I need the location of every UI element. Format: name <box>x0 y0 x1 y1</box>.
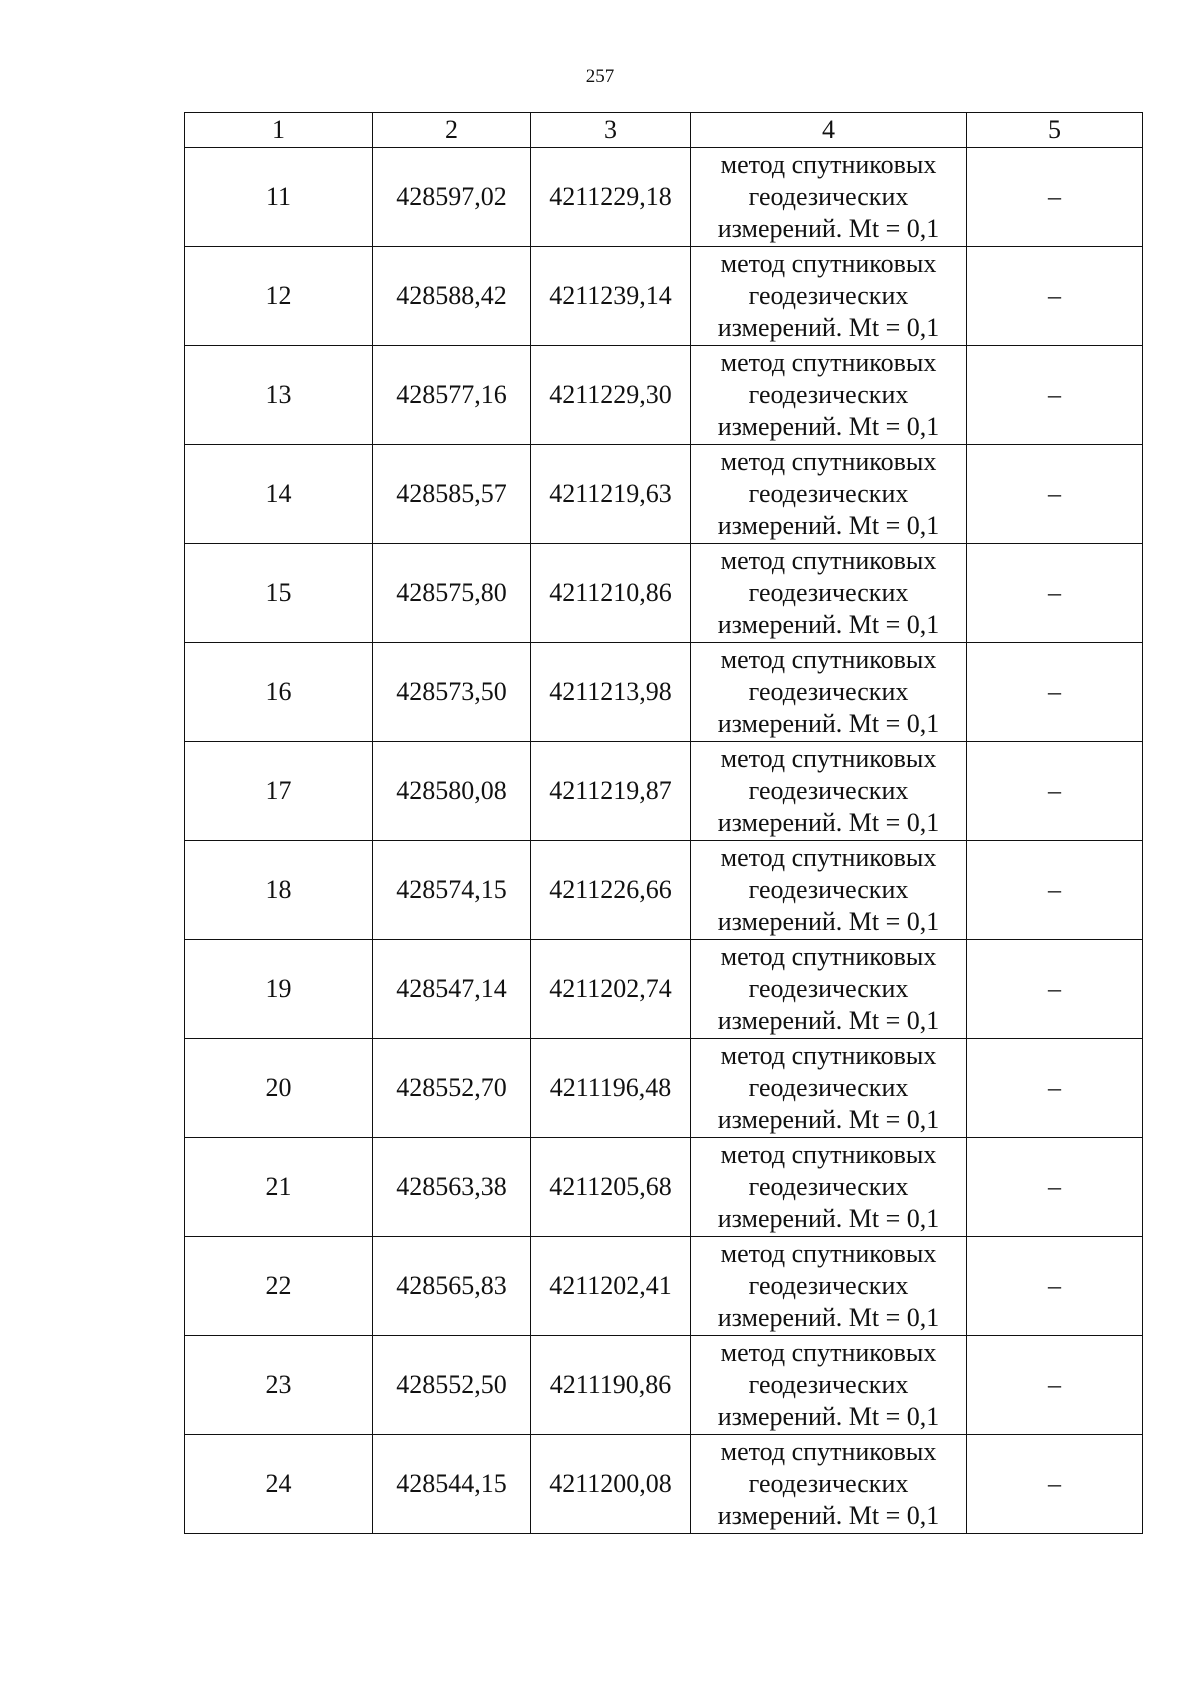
x-coordinate-cell: 428597,02 <box>373 148 531 247</box>
y-coordinate-cell: 4211239,14 <box>531 247 691 346</box>
y-coordinate-cell: 4211190,86 <box>531 1336 691 1435</box>
table-row <box>185 148 1143 247</box>
table-row <box>185 1237 1143 1336</box>
method-line: метод спутниковых <box>720 744 937 773</box>
table-row <box>185 742 1143 841</box>
method-line: измерений. Mt = 0,1 <box>717 1303 940 1332</box>
method-line: измерений. Mt = 0,1 <box>717 808 940 837</box>
method-line: измерений. Mt = 0,1 <box>717 907 940 936</box>
point-number-cell: 12 <box>185 247 373 346</box>
method-cell <box>691 841 967 940</box>
point-number-cell: 22 <box>185 1237 373 1336</box>
table-header-row <box>185 113 1143 148</box>
method-line: измерений. Mt = 0,1 <box>717 1402 940 1431</box>
method-cell <box>691 148 967 247</box>
table-body <box>185 113 1143 1534</box>
method-line: геодезических <box>748 974 909 1003</box>
note-cell: – <box>967 544 1143 643</box>
method-line: измерений. Mt = 0,1 <box>717 313 940 342</box>
method-line: геодезических <box>748 875 909 904</box>
method-line: метод спутниковых <box>720 348 937 377</box>
table-row <box>185 1435 1143 1534</box>
point-number-cell: 19 <box>185 940 373 1039</box>
y-coordinate-cell: 4211210,86 <box>531 544 691 643</box>
method-line: измерений. Mt = 0,1 <box>717 1105 940 1134</box>
point-number-cell: 11 <box>185 148 373 247</box>
note-cell: – <box>967 1435 1143 1534</box>
method-line: измерений. Mt = 0,1 <box>717 610 940 639</box>
method-cell <box>691 643 967 742</box>
method-line: измерений. Mt = 0,1 <box>717 412 940 441</box>
method-cell <box>691 346 967 445</box>
method-line: метод спутниковых <box>720 1140 937 1169</box>
x-coordinate-cell: 428575,80 <box>373 544 531 643</box>
table-row <box>185 1039 1143 1138</box>
method-line: геодезических <box>748 380 909 409</box>
column-header-1: 1 <box>185 113 373 148</box>
note-cell: – <box>967 841 1143 940</box>
note-cell: – <box>967 148 1143 247</box>
method-line: геодезических <box>748 1469 909 1498</box>
table-row <box>185 445 1143 544</box>
point-number-cell: 18 <box>185 841 373 940</box>
method-cell <box>691 1138 967 1237</box>
method-cell <box>691 445 967 544</box>
method-line: метод спутниковых <box>720 1338 937 1367</box>
method-cell <box>691 1435 967 1534</box>
method-line: метод спутниковых <box>720 645 937 674</box>
method-line: метод спутниковых <box>720 249 937 278</box>
note-cell: – <box>967 1336 1143 1435</box>
note-cell: – <box>967 940 1143 1039</box>
method-cell <box>691 742 967 841</box>
point-number-cell: 16 <box>185 643 373 742</box>
coordinates-table <box>184 112 1143 1534</box>
y-coordinate-cell: 4211219,87 <box>531 742 691 841</box>
note-cell: – <box>967 742 1143 841</box>
y-coordinate-cell: 4211196,48 <box>531 1039 691 1138</box>
note-cell: – <box>967 1039 1143 1138</box>
column-header-5: 5 <box>967 113 1143 148</box>
x-coordinate-cell: 428547,14 <box>373 940 531 1039</box>
method-cell <box>691 940 967 1039</box>
method-cell <box>691 544 967 643</box>
note-cell: – <box>967 1138 1143 1237</box>
x-coordinate-cell: 428585,57 <box>373 445 531 544</box>
point-number-cell: 21 <box>185 1138 373 1237</box>
method-cell <box>691 1039 967 1138</box>
note-cell: – <box>967 643 1143 742</box>
point-number-cell: 15 <box>185 544 373 643</box>
column-header-2: 2 <box>373 113 531 148</box>
x-coordinate-cell: 428588,42 <box>373 247 531 346</box>
method-line: геодезических <box>748 677 909 706</box>
page-number: 257 <box>585 66 615 87</box>
y-coordinate-cell: 4211219,63 <box>531 445 691 544</box>
y-coordinate-cell: 4211202,41 <box>531 1237 691 1336</box>
y-coordinate-cell: 4211202,74 <box>531 940 691 1039</box>
note-cell: – <box>967 445 1143 544</box>
column-header-3: 3 <box>531 113 691 148</box>
table-row <box>185 1138 1143 1237</box>
point-number-cell: 13 <box>185 346 373 445</box>
method-line: метод спутниковых <box>720 1239 937 1268</box>
method-cell <box>691 1237 967 1336</box>
point-number-cell: 23 <box>185 1336 373 1435</box>
method-line: геодезических <box>748 1271 909 1300</box>
x-coordinate-cell: 428552,50 <box>373 1336 531 1435</box>
x-coordinate-cell: 428552,70 <box>373 1039 531 1138</box>
table-row <box>185 346 1143 445</box>
note-cell: – <box>967 247 1143 346</box>
method-cell <box>691 247 967 346</box>
y-coordinate-cell: 4211200,08 <box>531 1435 691 1534</box>
method-line: геодезических <box>748 1370 909 1399</box>
method-line: геодезических <box>748 1172 909 1201</box>
point-number-cell: 14 <box>185 445 373 544</box>
y-coordinate-cell: 4211229,18 <box>531 148 691 247</box>
y-coordinate-cell: 4211226,66 <box>531 841 691 940</box>
method-line: метод спутниковых <box>720 150 937 179</box>
x-coordinate-cell: 428565,83 <box>373 1237 531 1336</box>
method-line: метод спутниковых <box>720 447 937 476</box>
point-number-cell: 20 <box>185 1039 373 1138</box>
method-line: метод спутниковых <box>720 546 937 575</box>
table-row <box>185 1336 1143 1435</box>
point-number-cell: 17 <box>185 742 373 841</box>
table-row <box>185 544 1143 643</box>
method-line: геодезических <box>748 578 909 607</box>
method-line: геодезических <box>748 1073 909 1102</box>
method-line: измерений. Mt = 0,1 <box>717 511 940 540</box>
method-line: геодезических <box>748 776 909 805</box>
method-line: измерений. Mt = 0,1 <box>717 1204 940 1233</box>
x-coordinate-cell: 428580,08 <box>373 742 531 841</box>
column-header-4: 4 <box>691 113 967 148</box>
method-line: измерений. Mt = 0,1 <box>717 1501 940 1530</box>
method-line: геодезических <box>748 281 909 310</box>
method-cell <box>691 1336 967 1435</box>
x-coordinate-cell: 428573,50 <box>373 643 531 742</box>
method-line: измерений. Mt = 0,1 <box>717 214 940 243</box>
method-line: метод спутниковых <box>720 1437 937 1466</box>
method-line: метод спутниковых <box>720 1041 937 1070</box>
x-coordinate-cell: 428574,15 <box>373 841 531 940</box>
table-row <box>185 940 1143 1039</box>
method-line: метод спутниковых <box>720 942 937 971</box>
y-coordinate-cell: 4211229,30 <box>531 346 691 445</box>
method-line: метод спутниковых <box>720 843 937 872</box>
method-line: измерений. Mt = 0,1 <box>717 1006 940 1035</box>
method-line: геодезических <box>748 479 909 508</box>
x-coordinate-cell: 428544,15 <box>373 1435 531 1534</box>
method-line: измерений. Mt = 0,1 <box>717 709 940 738</box>
x-coordinate-cell: 428563,38 <box>373 1138 531 1237</box>
table-row <box>185 841 1143 940</box>
note-cell: – <box>967 1237 1143 1336</box>
method-line: геодезических <box>748 182 909 211</box>
note-cell: – <box>967 346 1143 445</box>
table-row <box>185 247 1143 346</box>
point-number-cell: 24 <box>185 1435 373 1534</box>
y-coordinate-cell: 4211213,98 <box>531 643 691 742</box>
x-coordinate-cell: 428577,16 <box>373 346 531 445</box>
table-row <box>185 643 1143 742</box>
y-coordinate-cell: 4211205,68 <box>531 1138 691 1237</box>
